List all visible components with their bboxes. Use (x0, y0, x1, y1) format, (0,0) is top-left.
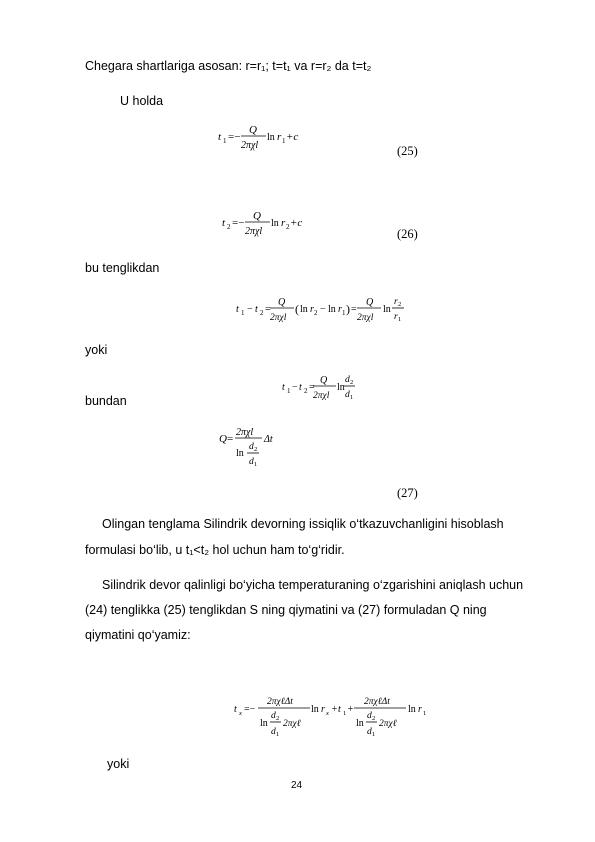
formula-difference-r (236, 290, 411, 334)
fdd-t1-sub: 1 (287, 387, 291, 395)
f26-eq: =− (232, 217, 245, 229)
fd-den2: 2πχl (357, 313, 374, 323)
ff-eq: =− (244, 704, 256, 715)
fd-t2-sub: 2 (260, 309, 264, 317)
fd-r2-sub: 2 (314, 309, 318, 317)
ff-t1-sub: 1 (343, 710, 347, 717)
ff-dnum2-sub: 2 (372, 715, 376, 722)
formula-difference-d (282, 368, 362, 412)
formula-final (234, 690, 434, 746)
ff-num1: 2πχℓΔt (267, 697, 293, 707)
page-number: 24 (291, 780, 303, 791)
f26-lhs-sub: 2 (227, 223, 231, 231)
ff-rx: r (321, 704, 325, 715)
ff-dnum1-sub: 2 (276, 715, 280, 722)
fdd-den: 2πχl (313, 391, 330, 401)
bu-tenglikdan-line: bu tenglikdan (85, 261, 160, 275)
f26-lhs: t (222, 217, 226, 229)
f25-lhs: t (218, 131, 222, 143)
fdd-eq: = (309, 382, 315, 393)
f27-dnum: d (249, 442, 254, 452)
f27-dden: d (249, 457, 254, 467)
fd-open-paren: ( (295, 302, 299, 316)
f25-var: r (277, 131, 282, 143)
fdd-num: Q (320, 375, 328, 386)
eq-number-25: (25) (397, 144, 418, 158)
fdd-dden: d (345, 390, 350, 400)
para1-line2: formulasi bo‘lib, u t₁<t₂ hol uchun ham to‘g‘ridir. (85, 543, 345, 557)
f26-var: r (281, 217, 286, 229)
ff-t1: t (338, 704, 341, 715)
fdd-minus: − (292, 382, 298, 393)
f25-num: Q (249, 124, 257, 136)
f26-var-sub: 2 (286, 223, 290, 231)
ff-rx-sub: x (326, 710, 329, 717)
bundan-line: bundan (85, 394, 127, 408)
ff-lhs: t (234, 704, 237, 715)
fdd-t2-sub: 2 (304, 387, 308, 395)
fd-minus: − (247, 304, 253, 315)
fd-r1: r (338, 304, 342, 315)
f25-eq: =− (228, 131, 241, 143)
fd-num2: Q (366, 297, 374, 308)
ff-r1-sub: 1 (423, 710, 427, 717)
eq-number-27: (27) (397, 486, 418, 500)
ff-dden1-sub: 1 (276, 731, 280, 738)
fdd-ln: ln (337, 382, 345, 393)
para2-line1: Silindrik devor qalinligi bo‘yicha temperaturaning o‘zgarishini aniqlash uchun (102, 578, 524, 592)
yoki-line-2: yoki (107, 757, 130, 771)
fd-ln1: ln (300, 304, 308, 315)
ff-dnum1: d (271, 711, 276, 721)
fd-eq1: = (265, 304, 271, 315)
para1-line1: Olingan tenglama Silindrik devorning issiqlik o‘tkazuvchanligini hisoblash (102, 517, 504, 531)
f25-lhs-sub: 1 (223, 137, 227, 145)
fd-rnum-sub: 2 (398, 301, 402, 308)
f25-ln: ln (267, 132, 275, 143)
ff-ln-r: ln (311, 704, 319, 715)
ff-lhs-sub: x (239, 710, 242, 717)
fd-t2: t (255, 304, 258, 315)
ff-dden2-sub: 1 (372, 731, 376, 738)
fd-den1: 2πχl (270, 313, 287, 323)
eq-number-26: (26) (397, 227, 418, 241)
f26-num: Q (253, 210, 261, 222)
ff-ln2: ln (356, 718, 364, 729)
ff-den-tail2: 2πχℓ (379, 719, 397, 729)
f27-lhs: Q (219, 433, 227, 445)
boundary-conditions-line: Chegara shartlariga asosan: r=r₁; t=t₁ va r=r₂ da t=t₂ (85, 59, 372, 73)
fd-eq2: = (351, 304, 357, 315)
f27-dnum-sub: 2 (254, 446, 258, 453)
ff-dden1: d (271, 727, 276, 737)
f27-ln: ln (236, 448, 244, 459)
ff-r1: r (418, 704, 422, 715)
fd-r2: r (310, 304, 314, 315)
f26-tail: +c (290, 217, 303, 229)
f25-tail: +c (286, 131, 299, 143)
fd-close-paren: ) (346, 302, 350, 316)
para2-line2: (24) tenglikka (25) tenglikdan S ning qiymatini va (27) formuladan Q ning (85, 603, 487, 617)
fdd-t2: t (299, 382, 302, 393)
fdd-dnum-sub: 2 (350, 379, 354, 386)
fdd-t1: t (282, 382, 285, 393)
fd-ln2: ln (328, 304, 336, 315)
fd-rden-sub: 1 (398, 316, 402, 323)
ff-plus2: + (347, 704, 354, 715)
ff-dden2: d (367, 727, 372, 737)
fd-num1: Q (278, 297, 286, 308)
formula-25 (218, 118, 308, 158)
fd-t1: t (236, 304, 239, 315)
formula-26 (222, 204, 312, 244)
fdd-dnum: d (345, 375, 350, 385)
fd-t1-sub: 1 (241, 309, 245, 317)
u-holda-line: U holda (120, 94, 164, 108)
f27-dden-sub: 1 (254, 461, 258, 468)
fd-r1-sub: 1 (342, 309, 346, 317)
f26-ln: ln (271, 218, 279, 229)
f26-den: 2πχl (245, 226, 263, 237)
para2-line3: qiymatini qo‘yamiz: (85, 628, 191, 642)
ff-ln-r1: ln (408, 704, 416, 715)
f27-delta: Δt (264, 434, 273, 445)
ff-ln1: ln (260, 718, 268, 729)
yoki-line-1: yoki (85, 343, 108, 357)
fd-minus2: − (320, 304, 326, 315)
fd-rden: r (394, 312, 398, 322)
ff-num2: 2πχℓΔt (364, 697, 390, 707)
fdd-dden-sub: 1 (350, 394, 354, 401)
fd-rnum: r (394, 297, 398, 307)
ff-den-tail1: 2πχℓ (283, 719, 301, 729)
formula-27 (219, 422, 289, 474)
f25-den: 2πχl (241, 140, 259, 151)
f25-var-sub: 1 (282, 137, 286, 145)
fd-ln3: ln (383, 304, 391, 315)
f27-eq: = (227, 433, 234, 445)
ff-dnum2: d (367, 711, 372, 721)
f27-num: 2πχl (236, 427, 254, 438)
ff-plus1: + (331, 704, 338, 715)
